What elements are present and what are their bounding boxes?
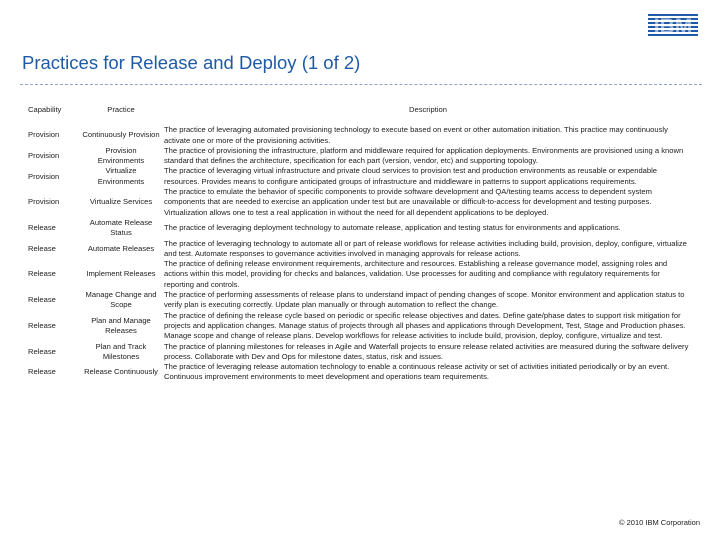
practice-cell: Automate Releases — [87, 243, 155, 253]
title-divider — [20, 84, 702, 86]
ibm-logo — [648, 14, 698, 36]
table-row — [26, 239, 694, 260]
description-cell: The practice to emulate the behavior of specific components to provide software development and QA/testing teams access to dependent system components that are needed to exercise an application under test but are unavailable or difficult-to-access for development and testing purposes. Virtualization allows one to test a real application in without the need for all dependent applications to be deployed. — [164, 187, 652, 217]
column-header-capability: Capability — [28, 105, 62, 114]
page-title: Practices for Release and Deploy (1 of 2) — [22, 52, 361, 73]
practice-cell: Release Continuously — [84, 367, 158, 377]
description-cell: The practice of leveraging virtual infrastructure and private cloud services to provision test and production environments as reusable or expendable resources. Provides means to configure anticipated groups of infrastructure and middleware in patterns to support applications requirements. — [164, 166, 658, 186]
table-row — [26, 166, 694, 187]
description-cell: The practice of leveraging deployment technology to automate release, application and testing status for environments and applications. — [164, 223, 621, 233]
practice-cell: Virtualize Environments — [97, 166, 145, 186]
table-row — [26, 362, 694, 383]
capability-cell: Release — [28, 295, 56, 305]
description-cell: The practice of planning milestones for releases in Agile and Waterfall projects to ensure release related activities are measured during the software delivery process. Collaborate with Dev and Ops for milestone dates, status, risk and issues. — [164, 341, 689, 361]
practice-cell: Plan and Manage Releases — [91, 315, 151, 336]
table-row — [26, 259, 694, 290]
description-cell: The practice of leveraging technology to automate all or part of release workflows for release activities including build, provision, deploy, configure, virtualize and test. Automate responses to governance activities involved in managing approvals for release actions. — [164, 238, 687, 258]
capability-cell: Release — [28, 367, 56, 377]
capability-cell: Provision — [28, 197, 60, 207]
practice-cell: Automate Release Status — [89, 217, 153, 238]
practices-table — [26, 103, 694, 383]
description-cell: The practice of leveraging automated provisioning technology to execute based on event or other automation initiation. This practice may continuously activate one or more of the provisioning activities. — [164, 125, 668, 145]
capability-cell: Provision — [28, 130, 60, 140]
capability-cell: Release — [28, 269, 56, 279]
table-row — [26, 146, 694, 167]
practice-cell: Provision Environments — [97, 145, 145, 166]
description-cell: The practice of defining the release cycle based on periodic or specific release objectives and dates. Define gate/phase dates to support risk mitigation for projects and application changes. Manage status of projects through all phases and applications through Development, Test, Stage and Production phases. Manage scope and change of release plans. Develop workflows for release activities to include build, provision, deploy, configure, virtualize and test. — [164, 310, 686, 341]
practice-cell: Continuously Provision — [82, 130, 160, 140]
capability-cell: Release — [28, 346, 56, 356]
capability-cell: Provision — [28, 171, 60, 181]
column-header-description: Description — [409, 105, 447, 114]
description-cell: The practice of provisioning the infrastructure, platform and middleware required for application deployments. Environments are provisioned using a known standard that defines the architecture, specification for each part (version, vendor, etc) and supporting topology. — [164, 145, 684, 166]
table-row — [26, 125, 694, 146]
table-row — [26, 290, 694, 311]
practice-cell: Virtualize Services — [89, 197, 153, 207]
capability-cell: Release — [28, 223, 56, 233]
capability-cell: Release — [28, 320, 56, 330]
svg-text:IBM: IBM — [653, 15, 693, 36]
practice-cell: Manage Change and Scope — [85, 290, 157, 310]
table-header-row — [26, 103, 694, 125]
capability-cell: Release — [28, 243, 56, 253]
description-cell: The practice of leveraging release automation technology to enable a continuous release activity or set of activities initiated periodically or by an event. Continuous improvement environments to meet development and operations team requirements. — [164, 362, 670, 382]
description-cell: The practice of defining release environment requirements, architecture and resources. Establishing a release governance model, assigning roles and actions within this model, providing for checks and balances, validation. Use processes for auditing and compliance with regulatory requirements for reporting and controls. — [164, 259, 668, 289]
practice-cell: Plan and Track Milestones — [95, 341, 147, 361]
description-cell: The practice of performing assessments of release plans to understand impact of pending changes of scope. Monitor environment and application status to verify plan is executing correctly. Update plan manually or through automation to reflect the change. — [164, 290, 685, 310]
copyright-footer: © 2010 IBM Corporation — [619, 518, 700, 527]
table-row — [26, 187, 694, 218]
table-row — [26, 218, 694, 239]
column-header-practice: Practice — [107, 105, 135, 114]
table-row — [26, 342, 694, 363]
practice-cell: Implement Releases — [86, 269, 156, 279]
table-row — [26, 311, 694, 342]
capability-cell: Provision — [28, 151, 60, 161]
